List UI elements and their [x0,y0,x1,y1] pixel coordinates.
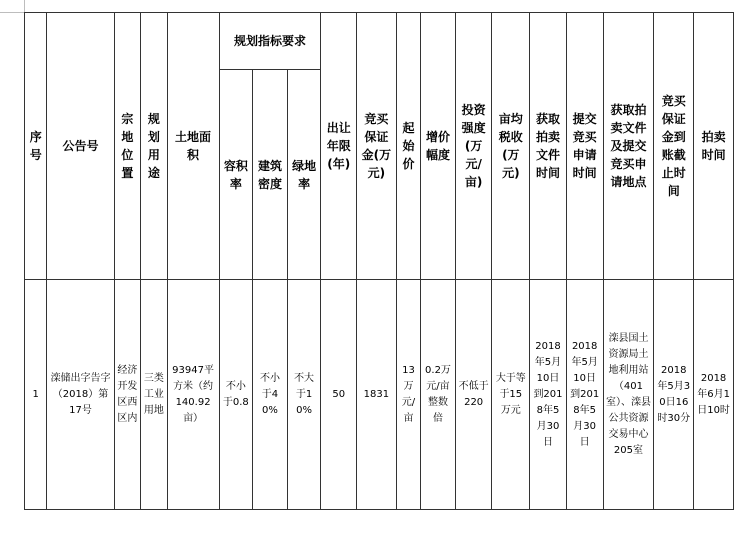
cell-submit-time: 2018年5月10日到2018年5月30日 [566,280,603,510]
cell-increment: 0.2万元/亩整数倍 [421,280,456,510]
cell-start-price: 13万元/亩 [396,280,420,510]
header-deposit-deadline: 竞买保证金到账截止时间 [654,13,694,280]
cell-building-density: 不小于40% [253,280,288,510]
table-row [25,280,734,510]
cell-auction-time: 2018年6月1日10时 [694,280,734,510]
page-corner-mark [0,0,25,13]
header-start-price: 起始价 [396,13,420,280]
header-auction-time: 拍卖时间 [694,13,734,280]
cell-term: 50 [321,280,357,510]
cell-seq: 1 [25,280,47,510]
header-submit-time: 提交竞买申请时间 [566,13,603,280]
cell-deposit-deadline: 2018年5月30日16时30分 [654,280,694,510]
header-row-1 [25,13,734,70]
header-land-use: 规划用途 [141,13,167,280]
cell-green-ratio: 不大于10% [287,280,321,510]
header-notice-no: 公告号 [47,13,114,280]
header-seq: 序号 [25,13,47,280]
cell-deposit: 1831 [357,280,397,510]
cell-land-area: 93947平方米（约140.92亩） [167,280,219,510]
cell-location: 经济开发区西区内 [114,280,140,510]
cell-tax-per-mu: 大于等于15万元 [492,280,530,510]
header-location: 宗地位置 [114,13,140,280]
land-auction-table [24,12,734,510]
cell-land-use: 三类工业用地 [141,280,167,510]
header-tax-per-mu: 亩均税收(万元) [492,13,530,280]
cell-investment: 不低于220 [455,280,492,510]
header-term: 出让年限(年) [321,13,357,280]
header-increment: 增价幅度 [421,13,456,280]
header-doc-place: 获取拍卖文件及提交竞买申请地点 [603,13,654,280]
header-plot-ratio: 容积率 [219,70,253,280]
header-get-doc-time: 获取拍卖文件时间 [530,13,567,280]
header-deposit: 竞买保证金(万元) [357,13,397,280]
header-green-ratio: 绿地率 [287,70,321,280]
header-building-density: 建筑密度 [253,70,288,280]
header-planning-requirements: 规划指标要求 [219,13,321,70]
header-land-area: 土地面积 [167,13,219,280]
cell-notice-no: 滦储出字告字（2018）第17号 [47,280,114,510]
cell-doc-place: 滦县国土资源局土地利用站（401室）、滦县公共资源交易中心205室 [603,280,654,510]
cell-plot-ratio: 不小于0.8 [219,280,253,510]
cell-get-doc-time: 2018年5月10日到2018年5月30日 [530,280,567,510]
header-investment: 投资强度(万元/亩) [455,13,492,280]
